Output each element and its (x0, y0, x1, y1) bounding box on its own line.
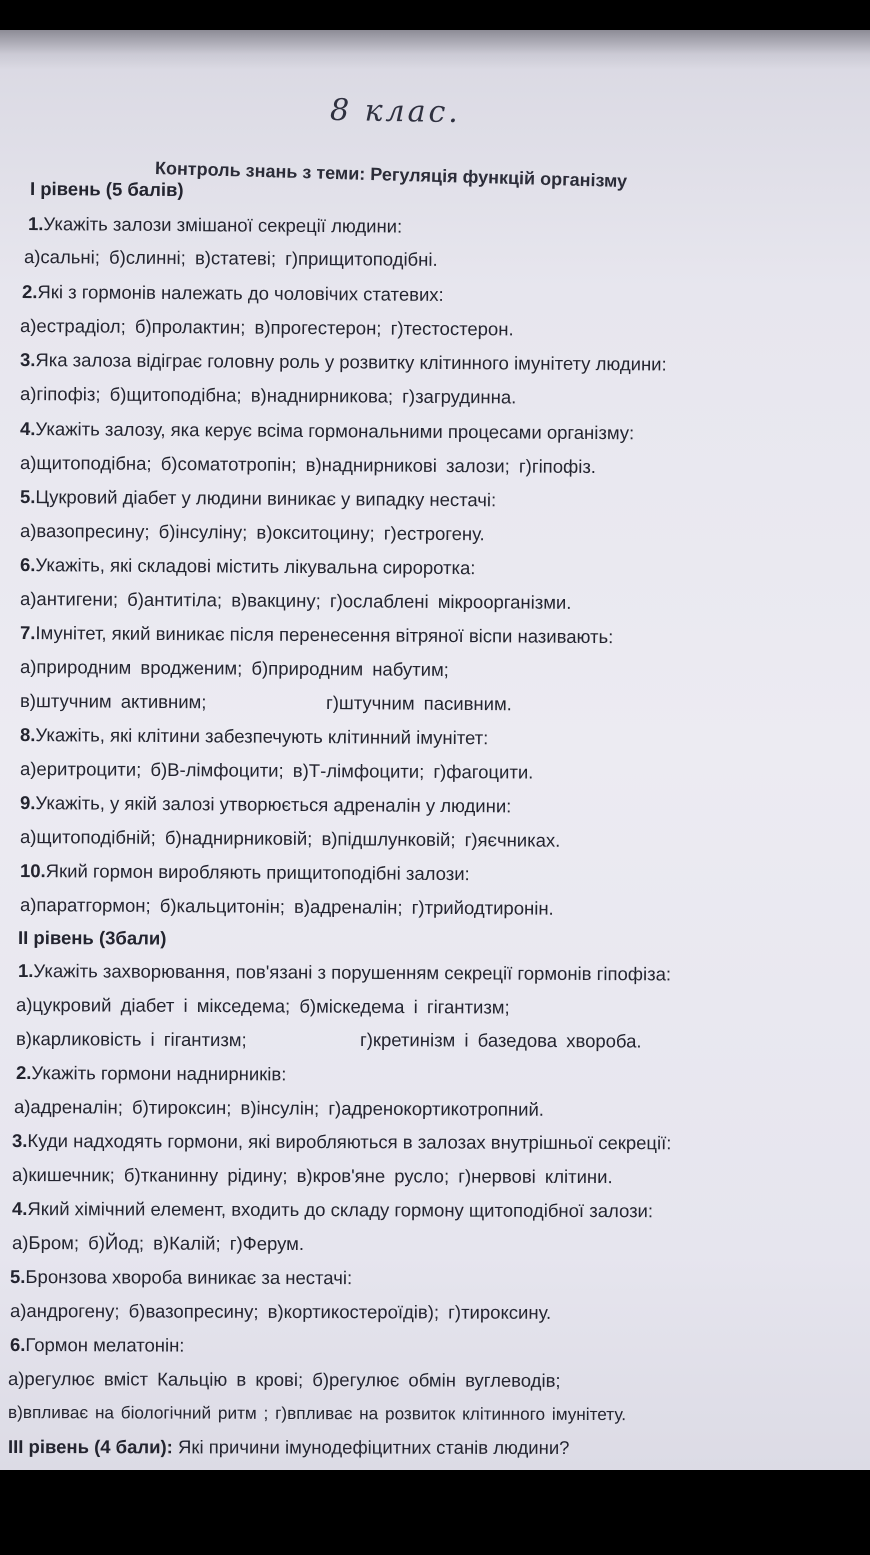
question-text: Куди надходять гормони, які виробляються в залозах внутрішньої секреції: (27, 1130, 672, 1154)
q-number: 2. (15, 1062, 32, 1084)
level1-q3-answers: а)гіпофіз; б)щитоподібна; в)наднирникова; г)загрудинна. (19, 383, 517, 408)
q-number: 5. (19, 486, 36, 508)
question-text: Який гормон виробляють прищитоподібні залози: (45, 860, 470, 885)
level2-q2 (16, 1062, 286, 1085)
level2-q4 (12, 1198, 653, 1222)
question-text: Гормон мелатонін: (25, 1334, 185, 1356)
level2-q1-answers-2a: в)карликовість і гігантизм; (15, 1028, 247, 1051)
q-number: 5. (9, 1266, 26, 1288)
level1-q8-answers: а)еритроцити; б)В-лімфоцити; в)Т-лімфоцити; г)фагоцити. (19, 758, 534, 783)
level1-q9-answers: а)щитоподібній; б)наднирниковій; в)підшлунковій; г)яєчниках. (19, 826, 561, 851)
level3-heading: ІІІ рівень (4 бали): (7, 1436, 173, 1458)
q-number: 3. (19, 349, 36, 371)
level3-question: Які причини імунодефіцитних станів людини? (177, 1436, 570, 1458)
level2-q1-answers-1: а)цукровий діабет і мікседема; б)міскедема і гігантизм; (15, 994, 510, 1018)
level1-q9 (20, 792, 512, 817)
level1-q1 (28, 213, 402, 238)
paper-sheet (0, 30, 870, 1470)
question-text: Бронзова хвороба виникає за нестачі: (25, 1266, 353, 1289)
q-number: 7. (19, 622, 36, 644)
level1-q10-answers: а)паратгормон; б)кальцитонін; в)адреналін; г)трийодтиронін. (19, 894, 554, 919)
question-text: Укажіть захворювання, пов'язані з порушенням секреції гормонів гіпофіза: (33, 960, 672, 985)
level1-q5 (20, 486, 496, 511)
q-number: 8. (19, 724, 36, 746)
level1-q2-answers: а)естрадіол; б)пролактин; в)прогестерон; г)тестостерон. (19, 315, 514, 340)
question-text: Імунітет, який виникає після перенесення вітряної віспи називають: (35, 622, 614, 648)
q-number: 3. (11, 1130, 28, 1152)
q-number: 4. (11, 1198, 28, 1220)
level2-q5 (10, 1266, 352, 1289)
question-text: Укажіть, у якій залозі утворюється адреналін у людини: (35, 792, 512, 817)
q-number: 9. (19, 792, 36, 814)
level2-q1-answers-2b: г)кретинізм і базедова хвороба. (359, 1029, 642, 1052)
q-number: 2. (21, 281, 38, 303)
level1-q4-answers: а)щитоподібна; б)соматотропін; в)наднирникові залози; г)гіпофіз. (19, 452, 597, 478)
question-text: Укажіть залози змішаної секреції людини: (43, 213, 403, 237)
level1-heading: І рівень (5 балів) (29, 178, 184, 201)
level3-line (8, 1436, 570, 1459)
q-number: 6. (9, 1334, 26, 1356)
level1-q2 (22, 281, 444, 306)
q-number: 6. (19, 554, 36, 576)
question-text: Укажіть залозу, яка керує всіма гормональними процесами організму: (35, 418, 635, 444)
question-text: Укажіть, які клітини забезпечують клітинний імунітет: (35, 724, 489, 749)
question-text: Які з гормонів належать до чоловічих статевих: (37, 281, 444, 305)
level1-q4 (20, 418, 634, 444)
level2-q6-answers-1: а)регулює вміст Кальцію в крові; б)регулює обмін вуглеводів; (7, 1368, 561, 1391)
level1-q6-answers: а)антигени; б)антитіла; в)вакцину; г)ослаблені мікроорганізми. (19, 588, 572, 613)
level1-q6 (20, 554, 476, 579)
q-number: 4. (19, 418, 36, 440)
question-text: Укажіть гормони наднирників: (31, 1062, 287, 1085)
level2-q6 (10, 1334, 185, 1357)
level1-q10 (20, 860, 470, 885)
question-text: Яка залоза відіграє головну роль у розвитку клітинного імунітету людини: (35, 349, 667, 375)
level2-q2-answers: а)адреналін; б)тироксин; в)інсулін; г)адренокортикотропний. (13, 1096, 545, 1120)
level1-q7-answers-2b: г)штучним пасивним. (325, 692, 512, 715)
q-number: 1. (27, 213, 44, 235)
document-title: Контроль знань з теми: Регуляція функцій організму (154, 158, 628, 192)
level1-q5-answers: а)вазопресину; б)інсуліну; в)окситоцину; г)естрогену. (19, 520, 485, 545)
level1-q3 (20, 349, 667, 376)
level2-q3-answers: а)кишечник; б)тканинну рідину; в)кров'яне русло; г)нервові клітини. (11, 1164, 613, 1188)
level1-q8 (20, 724, 488, 749)
q-number: 1. (17, 960, 34, 982)
level1-q7-answers-1: а)природним вродженим; б)природним набутим; (19, 656, 449, 680)
question-text: Укажіть, які складові містить лікувальна сироротка: (35, 554, 476, 579)
level2-q3 (12, 1130, 672, 1154)
level2-heading: ІІ рівень (3бали) (17, 927, 167, 949)
level2-q1 (18, 960, 671, 985)
level1-q7 (20, 622, 613, 648)
question-text: Цукровий діабет у людини виникає у випадку нестачі: (35, 486, 497, 511)
level2-q4-answers: а)Бром; б)Йод; в)Калій; г)Ферум. (11, 1232, 305, 1255)
level1-q1-answers: а)сальні; б)слинні; в)статеві; г)прищитоподібні. (23, 246, 438, 270)
level2-q5-answers: а)андрогену; б)вазопресину; в)кортикостероїдів); г)тироксину. (9, 1300, 552, 1323)
q-number: 10. (19, 860, 46, 882)
level2-q6-answers-2: в)впливає на біологічний ритм ; г)впливає на розвиток клітинного імунітету. (7, 1402, 627, 1425)
class-label-handwritten: 8 клас. (329, 92, 462, 131)
level1-q7-answers-2a: в)штучним активним; (19, 690, 207, 713)
bottom-black-area (0, 1470, 870, 1555)
question-text: Який хімічний елемент, входить до складу гормону щитоподібної залози: (27, 1198, 654, 1222)
